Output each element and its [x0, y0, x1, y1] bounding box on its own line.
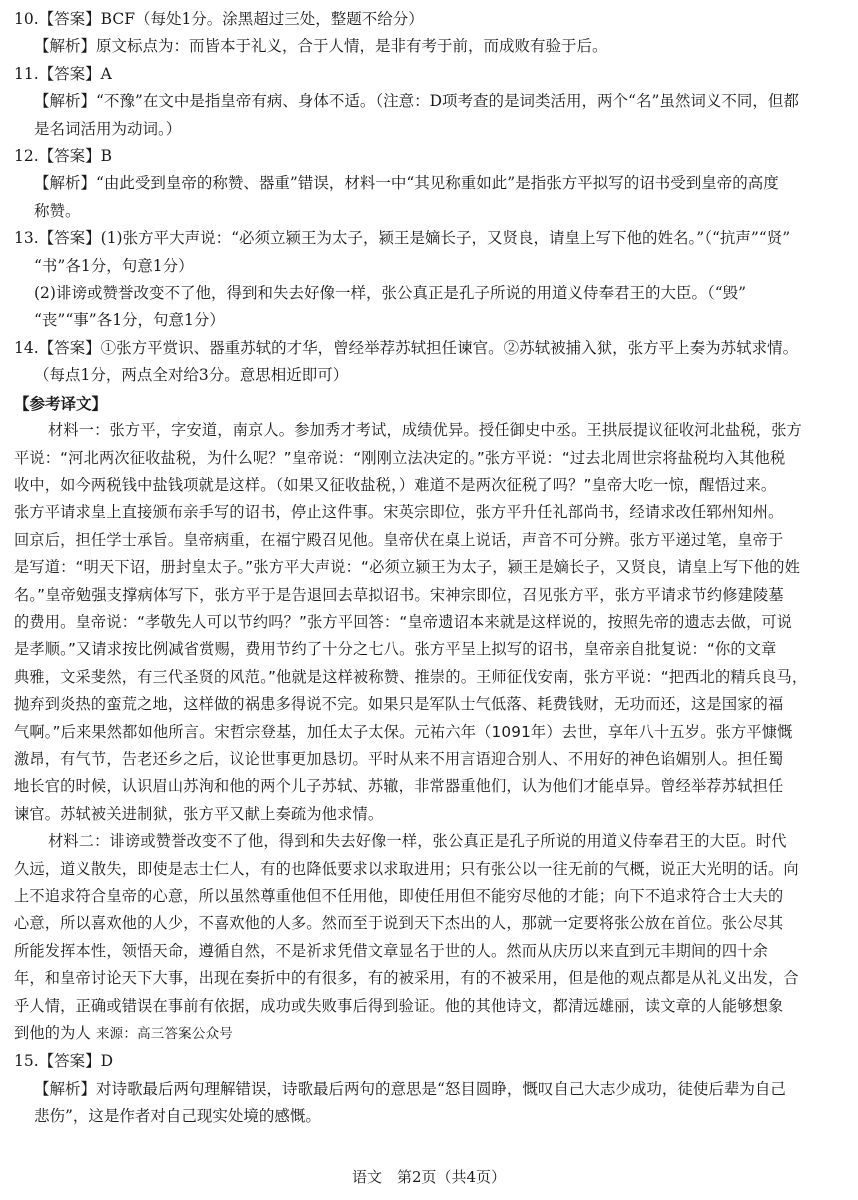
q15-answer: 15.【答案】D [14, 1052, 114, 1071]
material1-line: 是写道：“明天下诏，册封皇太子。”张方平大声说：“必须立颍王为太子，颍王是嫡长子，又贤良，请皇上写下他的姓 [14, 558, 800, 577]
material2-line: 乎人情，正确或错误在事前有依据，成功或失败事后得到验证。他的其他诗文，都清远雄丽，读文章的人能够想象 [14, 996, 784, 1015]
q10-analysis: 【解析】原文标点为：而皆本于礼义，合于人情，是非有考于前，而成败有验于后。 [34, 37, 608, 56]
material2-line: 年，和皇帝讨论天下大事，出现在奏折中的有很多，有的被采用，有的不被采用，但是他的观点都是从礼义出发，合 [14, 969, 799, 988]
translation-heading: 【参考译文】 [14, 393, 108, 413]
material2-line-end: 到他的为人 [14, 1024, 91, 1043]
q13-answer-4: “丧”“事”各1分，句意1分） [34, 311, 225, 330]
material1-line: 回京后，担任学士承旨。皇帝病重，在福宁殿召见他。皇帝伏在桌上说话，声音不可分辨。张方平递过笔，皇帝于 [14, 530, 784, 549]
material1-line: 张方平请求皇上直接颁布亲手写的诏书，停止这件事。宋英宗即位，张方平升任礼部尚书，经请求改任郓州知州。 [14, 503, 784, 522]
material2-line: 久远，道义散失，即使是志士仁人，有的也降低要求以求取进用；只有张公以一往无前的气概，说正大光明的话。向 [14, 859, 799, 878]
q12-answer: 12.【答案】B [14, 147, 113, 166]
source-note: 来源：高三答案公众号 [95, 1026, 233, 1043]
material2-last-line [14, 1020, 844, 1048]
material2-line: 心意，所以喜欢他的人少，不喜欢他的人多。然而至于说到天下杰出的人，那就一定要将张公放在首位。张公尽其 [14, 914, 784, 933]
material1-line: 激昂，有气节，告老还乡之后，议论世事更加恳切。平时从来不用言语迎合别人、不用好的神色谄媚别人。担任蜀 [14, 749, 784, 768]
material1-line: 收中，如今两税钱中盐钱项就是这样。（如果又征收盐税，）难道不是两次征税了吗？”皇帝大吃一惊，醒悟过来。 [14, 475, 777, 494]
material2-line: 上不追求符合皇帝的心意，所以虽然尊重他但不任用他，即使任用但不能穷尽他的才能；向下不追求符合士大夫的 [14, 887, 784, 905]
material1-line: 地长官的时候，认识眉山苏洵和他的两个儿子苏轼、苏辙，非常器重他们，认为他们才能卓异。曾经举荐苏轼担任 [14, 777, 784, 796]
q13-answer-2: “书”各1分，句意1分） [34, 256, 194, 275]
material1-line: 典雅，文采斐然，有三代圣贤的风范。”他就是这样被称赞、推崇的。王师征伐安南，张方平说：“把西北的精兵良马， [14, 667, 808, 686]
page-footer: 语文 第2页（共4页） [351, 1168, 507, 1186]
q10-answer: 10.【答案】BCF（每处1分。涂黑超过三处，整题不给分） [14, 10, 424, 28]
q11-answer: 11.【答案】A [14, 64, 112, 83]
q12-analysis-2: 称赞。 [34, 201, 81, 220]
material2-line: 材料二：诽谤或赞誉改变不了他，得到和失去好像一样，张公真正是孔子所说的用道义侍奉君王的大臣。时代 [48, 832, 787, 851]
q12-analysis-1: 【解析】“由此受到皇帝的称赞、器重”错误，材料一中“其见称重如此”是指张方平拟写的诏书受到皇帝的高度 [34, 174, 779, 193]
q11-analysis-1: 【解析】“不豫”在文中是指皇帝有病、身体不适。（注意：D项考查的是词类活用，两个“名”虽然词义不同，但都 [34, 92, 799, 111]
answer-page [14, 6, 844, 1131]
q11-analysis-2: 是名词活用为动词。） [34, 119, 182, 138]
q14-answer-2: （每点1分，两点全对给3分。意思相近即可） [34, 366, 349, 385]
material1-line: 抛弃到炎热的蛮荒之地，这样做的祸患多得说不完。如果只是军队士气低落、耗费钱财，无功而还，这是国家的福 [14, 695, 784, 714]
material2-line: 所能发挥本性，领悟天命，遵循自然，不是祈求凭借文章显名于世的人。然而从庆历以来直到元丰期间的四十余 [14, 941, 768, 960]
material1-line: 谏官。苏轼被关进制狱，张方平又献上奏疏为他求情。 [14, 804, 384, 823]
material1-line: 名。”皇帝勉强支撑病体写下，张方平于是告退回去草拟诏书。宋神宗即位，召见张方平，张方平请求节约修建陵墓 [14, 585, 784, 604]
material1-line: 气啊。”后来果然都如他所言。宋哲宗登基，加任太子太保。元祐六年（1091年）去世，享年八十五岁。张方平慷慨 [14, 722, 793, 741]
q15-analysis-2: 悲伤”，这是作者对自己现实处境的感慨。 [34, 1107, 321, 1126]
material1-line: 材料一：张方平，字安道，南京人。参加秀才考试，成绩优异。授任御史中丞。王拱辰提议征收河北盐税，张方 [48, 421, 802, 440]
material1-line: 平说：“河北两次征收盐税，为什么呢？”皇帝说：“刚刚立法决定的。”张方平说：“过去北周世宗将盐税均入其他税 [14, 448, 786, 467]
q14-answer-1: 14.【答案】①张方平赏识、器重苏轼的才华，曾经举荐苏轼担任谏官。②苏轼被捕入狱，张方平上奏为苏轼求情。 [14, 338, 799, 357]
material1-line: 是孝顺。”又请求按比例减省赏赐，费用节约了十分之七八。张方平呈上拟写的诏书，皇帝亲自批复说：“你的文章 [14, 640, 777, 659]
q13-answer-1: 13.【答案】(1)张方平大声说：“必须立颍王为太子，颍王是嫡长子，又贤良，请皇上写下他的姓名。”（“抗声”“贤” [14, 229, 791, 248]
material1-line: 的费用。皇帝说：“孝敬先人可以节约吗？”张方平回答：“皇帝遗诏本来就是这样说的，按照先帝的遗志去做，可说 [14, 612, 793, 631]
q13-answer-3: (2)诽谤或赞誉改变不了他，得到和失去好像一样，张公真正是孔子所说的用道义侍奉君王的大臣。（“毁” [34, 284, 747, 303]
q15-analysis-1: 【解析】对诗歌最后两句理解错误，诗歌最后两句的意思是“怒目圆睁，慨叹自己大志少成功，徒使后辈为自己 [34, 1079, 786, 1098]
